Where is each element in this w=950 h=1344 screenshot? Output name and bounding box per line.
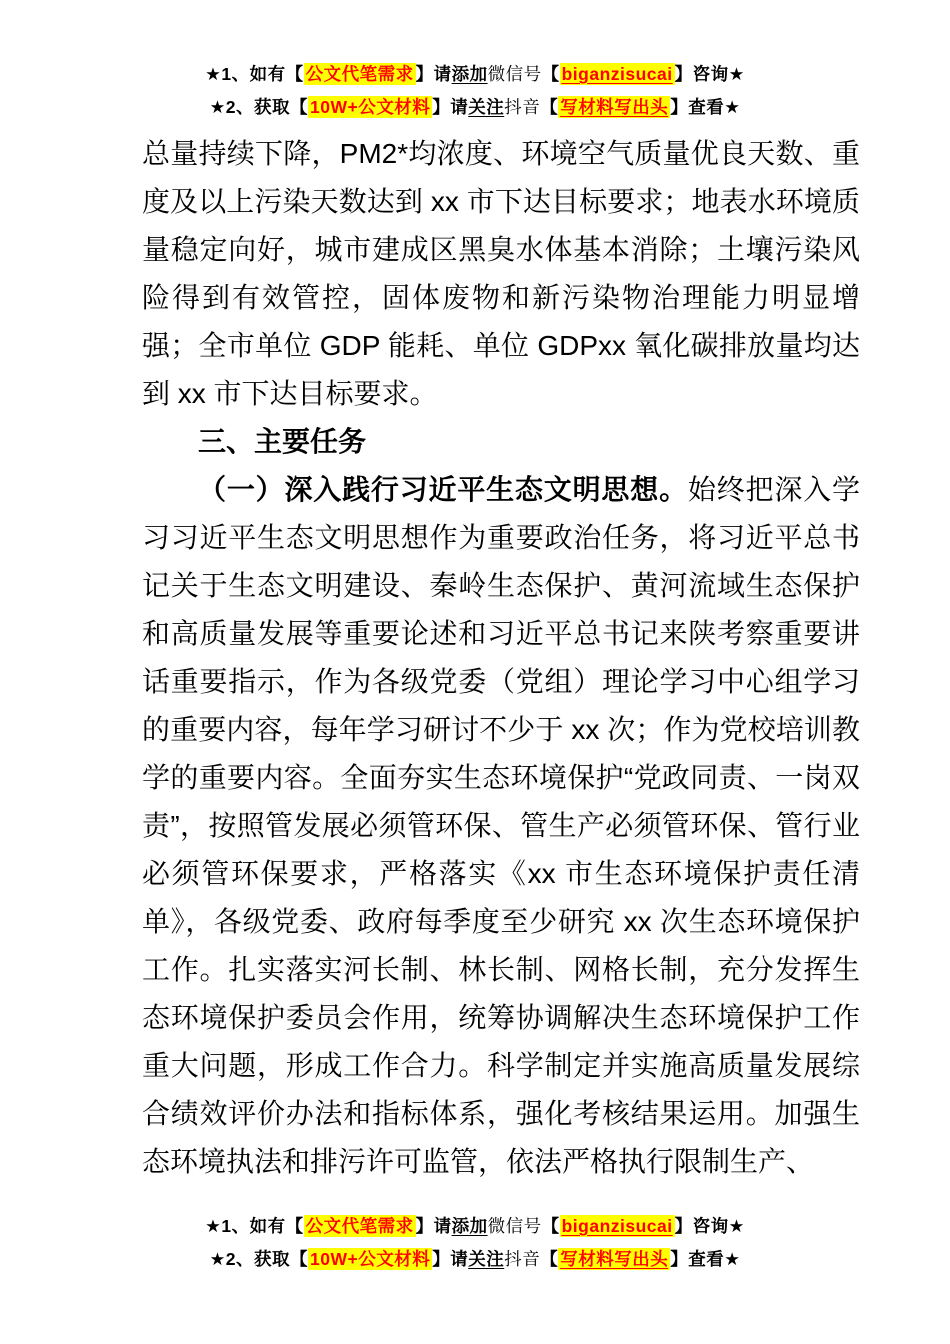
- promo-douyin-id: 写材料写出头: [560, 97, 669, 117]
- footer-promo-banner: [0, 1210, 950, 1276]
- promo-text: 【: [541, 64, 560, 84]
- promo-wechat-id: biganzisucai: [561, 64, 673, 84]
- promo-text: ★1、如有【: [205, 1216, 304, 1236]
- promo-underline-text: 添加: [451, 1216, 488, 1236]
- promo-line-2: [0, 91, 950, 124]
- promo-text: ★2、获取【: [209, 1249, 308, 1269]
- document-content: [142, 130, 860, 1186]
- promo-text: 微信号: [487, 1216, 542, 1236]
- promo-text: 】咨询★: [674, 1216, 745, 1236]
- promo-text: 】查看★: [670, 1249, 741, 1269]
- promo-text: 】请: [432, 1249, 469, 1269]
- promo-highlight-text: 公文代笔需求: [305, 64, 414, 84]
- paragraph-continuation: 总量持续下降，PM2*均浓度、环境空气质量优良天数、重度及以上污染天数达到 xx 市下达目标要求；地表水环境质量稳定向好，城市建成区黑臭水体基本消除；土壤污染风险得到有效管控，固体废物和新污染物治理能力明显增强；全市单位 GDP 能耗、单位 GDPxx 氧化碳排放量均达到 xx 市下达目标要求。: [142, 138, 860, 409]
- promo-line-2: [0, 1243, 950, 1276]
- promo-underline-text: 添加: [451, 64, 488, 84]
- section-heading-main-tasks: 三、主要任务: [198, 426, 367, 457]
- promo-text: 抖音: [504, 97, 541, 117]
- promo-text: 抖音: [504, 1249, 541, 1269]
- promo-text: 】咨询★: [674, 64, 745, 84]
- paragraph-lead-bold: （一）深入践行习近平生态文明思想。: [198, 474, 688, 505]
- promo-text: 】请: [415, 64, 452, 84]
- promo-douyin-id: 写材料写出头: [560, 1249, 669, 1269]
- promo-text: 【: [540, 1249, 559, 1269]
- promo-text: 微信号: [487, 64, 542, 84]
- promo-text: 】请: [432, 97, 469, 117]
- promo-text: ★1、如有【: [205, 64, 304, 84]
- promo-text: 【: [541, 1216, 560, 1236]
- header-promo-banner: [0, 58, 950, 124]
- promo-text: 】请: [415, 1216, 452, 1236]
- promo-text: ★2、获取【: [209, 97, 308, 117]
- promo-highlight-text: 公文代笔需求: [305, 1216, 414, 1236]
- promo-text: 【: [540, 97, 559, 117]
- promo-highlight-text: 10W+公文材料: [310, 1249, 431, 1269]
- promo-wechat-id: biganzisucai: [561, 1216, 673, 1236]
- paragraph-section-one: [142, 466, 860, 1186]
- promo-line-1: [0, 1210, 950, 1243]
- promo-line-1: [0, 58, 950, 91]
- promo-underline-text: 关注: [468, 97, 505, 117]
- promo-highlight-text: 10W+公文材料: [310, 97, 431, 117]
- promo-text: 】查看★: [670, 97, 741, 117]
- promo-underline-text: 关注: [468, 1249, 505, 1269]
- paragraph-body-text: 始终把深入学习习近平生态文明思想作为重要政治任务，将习近平总书记关于生态文明建设、秦岭生态保护、黄河流域生态保护和高质量发展等重要论述和习近平总书记来陕考察重要讲话重要指示，作为各级党委（党组）理论学习中心组学习的重要内容，每年学习研讨不少于 xx 次；作为党校培训教学的重要内容。全面夯实生态环境保护“党政同责、一岗双责”，按照管发展必须管环保、管生产必须管环保、管行业必须管环保要求，严格落实《xx 市生态环境保护责任清单》，各级党委、政府每季度至少研究 xx 次生态环境保护工作。扎实落实河长制、林长制、网格长制，充分发挥生态环境保护委员会作用，统筹协调解决生态环境保护工作重大问题，形成工作合力。科学制定并实施高质量发展综合绩效评价办法和指标体系，强化考核结果运用。加强生态环境执法和排污许可监管，依法严格执行限制生产、: [142, 474, 860, 1177]
